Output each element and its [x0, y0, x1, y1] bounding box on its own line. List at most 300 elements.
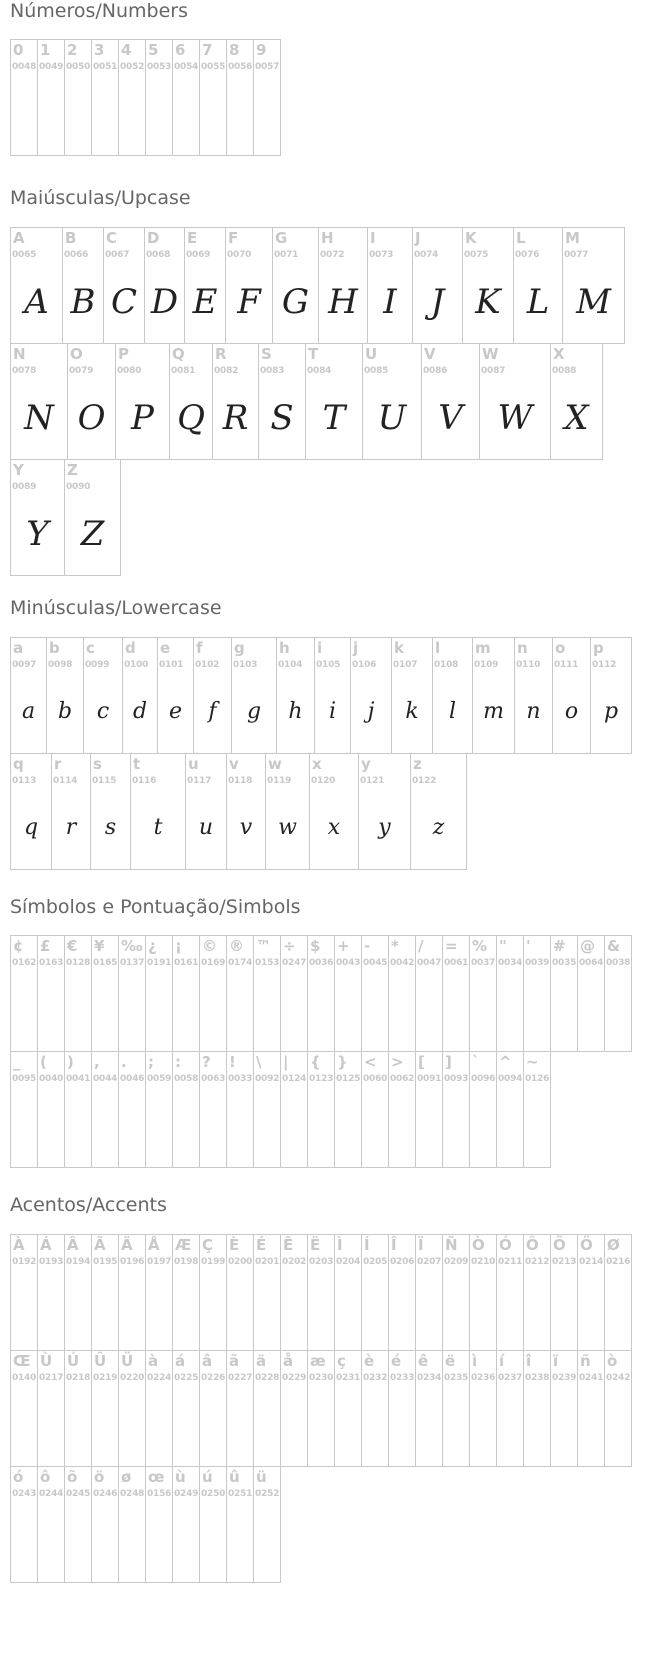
char-label: l	[435, 639, 441, 657]
char-label: n	[517, 639, 528, 657]
char-label: ö	[94, 1468, 105, 1486]
char-label: &	[607, 937, 621, 955]
section-title-accents: Acentos/Accents	[10, 1194, 167, 1216]
char-cell	[10, 935, 38, 1052]
char-cell	[469, 1051, 497, 1168]
char-code: 0116	[132, 776, 157, 786]
char-label: q	[13, 755, 24, 773]
char-label: ë	[445, 1352, 456, 1370]
char-cell	[226, 39, 254, 156]
char-label: ü	[256, 1468, 267, 1486]
char-code: 0239	[552, 1373, 577, 1383]
char-code: 0049	[39, 62, 64, 72]
char-code: 0094	[498, 1074, 523, 1084]
char-label: Z	[67, 461, 78, 479]
char-label: +	[337, 937, 350, 955]
char-cell	[309, 753, 359, 870]
char-label: o	[555, 639, 566, 657]
char-code: 0206	[390, 1257, 415, 1267]
char-label: u	[188, 755, 199, 773]
char-code: 0123	[309, 1074, 334, 1084]
char-cell	[496, 1350, 524, 1467]
char-label: ÷	[283, 937, 296, 955]
char-code: 0034	[498, 958, 523, 968]
char-cell	[172, 1051, 200, 1168]
char-label: D	[147, 229, 160, 247]
char-cell	[172, 1234, 200, 1351]
char-code: 0238	[525, 1373, 550, 1383]
char-cell	[421, 343, 480, 460]
char-cell	[314, 637, 351, 754]
glyph-sample: n	[526, 698, 541, 724]
char-label: Ò	[472, 1236, 485, 1254]
char-label: "	[499, 937, 507, 955]
glyph-sample: W	[497, 397, 533, 438]
char-cell	[550, 1350, 578, 1467]
char-code: 0137	[120, 958, 145, 968]
section-title-numbers: Números/Numbers	[10, 0, 188, 22]
char-label: Í	[364, 1236, 370, 1254]
char-cell	[280, 1350, 308, 1467]
char-cell	[91, 1051, 119, 1168]
char-cell	[415, 1234, 443, 1351]
char-code: 0251	[228, 1489, 253, 1499]
char-label: ®	[229, 937, 244, 955]
char-label: 1	[40, 41, 51, 59]
char-label: U	[365, 345, 378, 363]
char-cell	[550, 935, 578, 1052]
char-label: ò	[607, 1352, 618, 1370]
char-cell	[157, 637, 194, 754]
char-cell	[37, 1234, 65, 1351]
char-label: À	[13, 1236, 25, 1254]
char-code: 0156	[147, 1489, 172, 1499]
char-cell	[496, 935, 524, 1052]
char-code: 0086	[423, 366, 448, 376]
char-code: 0225	[174, 1373, 199, 1383]
char-code: 0128	[66, 958, 91, 968]
char-cell	[361, 935, 389, 1052]
char-cell	[577, 935, 605, 1052]
char-code: 0201	[255, 1257, 280, 1267]
char-label: Ê	[283, 1236, 294, 1254]
char-cell	[577, 1234, 605, 1351]
char-label: é	[391, 1352, 402, 1370]
char-code: 0099	[85, 660, 110, 670]
char-code: 0087	[481, 366, 506, 376]
section-title-lowercase: Minúsculas/Lowercase	[10, 597, 222, 619]
char-label: b	[49, 639, 60, 657]
char-label: Ì	[337, 1236, 343, 1254]
char-label: 4	[121, 41, 132, 59]
char-code: 0207	[417, 1257, 442, 1267]
char-code: 0196	[120, 1257, 145, 1267]
char-code: 0039	[525, 958, 550, 968]
glyph-sample: x	[327, 814, 341, 840]
char-label: Ä	[121, 1236, 133, 1254]
char-code: 0085	[364, 366, 389, 376]
char-code: 0079	[69, 366, 94, 376]
glyph-sample: y	[378, 814, 391, 840]
char-cell	[432, 637, 473, 754]
char-cell	[280, 1051, 308, 1168]
char-code: 0230	[309, 1373, 334, 1383]
char-code: 0198	[174, 1257, 199, 1267]
char-cell	[64, 459, 121, 576]
char-label: _	[13, 1053, 21, 1071]
glyph-sample: L	[526, 281, 550, 322]
char-label: !	[229, 1053, 236, 1071]
glyph-sample: g	[246, 698, 262, 724]
char-code: 0108	[434, 660, 459, 670]
char-code: 0037	[471, 958, 496, 968]
char-label: 8	[229, 41, 240, 59]
char-code: 0119	[267, 776, 292, 786]
char-cell	[226, 1234, 254, 1351]
char-label: <	[364, 1053, 377, 1071]
char-code: 0046	[120, 1074, 145, 1084]
char-code: 0072	[320, 250, 345, 260]
glyph-sample: w	[278, 814, 297, 840]
char-label: >	[391, 1053, 404, 1071]
char-cell	[469, 935, 497, 1052]
char-code: 0110	[516, 660, 541, 670]
char-cell	[83, 637, 123, 754]
char-cell	[199, 935, 227, 1052]
char-code: 0214	[579, 1257, 604, 1267]
char-code: 0041	[66, 1074, 91, 1084]
glyph-sample: k	[405, 698, 419, 724]
char-label: #	[553, 937, 566, 955]
char-code: 0071	[274, 250, 299, 260]
char-code: 0083	[260, 366, 285, 376]
glyph-sample: U	[377, 397, 407, 438]
char-code: 0165	[93, 958, 118, 968]
glyph-sample: m	[483, 698, 504, 724]
char-label: P	[118, 345, 129, 363]
char-label: ^	[499, 1053, 512, 1071]
char-label: V	[424, 345, 436, 363]
char-cell	[145, 1466, 173, 1583]
char-cell	[199, 39, 227, 156]
char-cell	[253, 1234, 281, 1351]
char-cell	[130, 753, 186, 870]
char-code: 0115	[92, 776, 117, 786]
char-label: Ç	[202, 1236, 214, 1254]
char-code: 0090	[66, 482, 91, 492]
char-code: 0064	[579, 958, 604, 968]
char-label: î	[526, 1352, 532, 1370]
char-code: 0043	[336, 958, 361, 968]
char-label: s	[93, 755, 102, 773]
char-cell	[272, 227, 319, 344]
char-cell	[469, 1234, 497, 1351]
char-label: Ú	[67, 1352, 80, 1370]
char-code: 0241	[579, 1373, 604, 1383]
char-cell	[469, 1350, 497, 1467]
char-code: 0191	[147, 958, 172, 968]
char-cell	[318, 227, 368, 344]
char-label: Æ	[175, 1236, 192, 1254]
char-code: 0038	[606, 958, 631, 968]
char-code: 0213	[552, 1257, 577, 1267]
char-cell	[199, 1051, 227, 1168]
char-cell	[442, 1234, 470, 1351]
char-label: @	[580, 937, 595, 955]
char-label: ¥	[94, 937, 105, 955]
char-cell	[562, 227, 625, 344]
char-cell	[307, 935, 335, 1052]
char-cell	[64, 935, 92, 1052]
char-code: 0161	[174, 958, 199, 968]
char-cell	[115, 343, 170, 460]
char-cell	[37, 1350, 65, 1467]
char-code: 0056	[228, 62, 253, 72]
char-cell	[10, 1466, 38, 1583]
char-code: 0218	[66, 1373, 91, 1383]
char-label: {	[310, 1053, 321, 1071]
char-code: 0098	[48, 660, 73, 670]
char-code: 0066	[64, 250, 89, 260]
char-label: Ó	[499, 1236, 512, 1254]
char-cell	[64, 1051, 92, 1168]
char-code: 0068	[146, 250, 171, 260]
char-code: 0121	[360, 776, 385, 786]
char-code: 0244	[39, 1489, 64, 1499]
char-label: c	[86, 639, 95, 657]
char-label: f	[196, 639, 203, 657]
char-label: ¢	[13, 937, 24, 955]
char-cell	[280, 1234, 308, 1351]
char-code: 0231	[336, 1373, 361, 1383]
char-label: O	[70, 345, 83, 363]
char-label: e	[160, 639, 171, 657]
char-grid-symbols	[10, 935, 650, 1167]
char-code: 0120	[311, 776, 336, 786]
char-code: 0055	[201, 62, 226, 72]
char-cell	[199, 1466, 227, 1583]
char-code: 0163	[39, 958, 64, 968]
char-label: É	[256, 1236, 267, 1254]
char-code: 0247	[282, 958, 307, 968]
char-cell	[523, 1350, 551, 1467]
char-cell	[361, 1234, 389, 1351]
glyph-sample: E	[192, 281, 218, 322]
char-code: 0246	[93, 1489, 118, 1499]
char-code: 0082	[214, 366, 239, 376]
char-label: N	[13, 345, 26, 363]
char-cell	[415, 1051, 443, 1168]
char-cell	[253, 1350, 281, 1467]
char-code: 0061	[444, 958, 469, 968]
char-cell	[37, 39, 65, 156]
char-code: 0212	[525, 1257, 550, 1267]
char-label: A	[13, 229, 25, 247]
char-label: ê	[418, 1352, 429, 1370]
char-cell	[46, 637, 84, 754]
char-code: 0065	[12, 250, 37, 260]
char-label: (	[40, 1053, 47, 1071]
char-cell	[362, 343, 422, 460]
char-code: 0101	[159, 660, 184, 670]
char-code: 0109	[474, 660, 499, 670]
char-label: z	[413, 755, 422, 773]
char-cell	[184, 227, 226, 344]
char-label: y	[361, 755, 371, 773]
glyph-sample: H	[328, 281, 358, 322]
char-code: 0070	[227, 250, 252, 260]
char-code: 0203	[309, 1257, 334, 1267]
char-cell	[37, 1466, 65, 1583]
char-code: 0077	[564, 250, 589, 260]
char-cell	[361, 1051, 389, 1168]
char-code: 0084	[307, 366, 332, 376]
char-code: 0205	[363, 1257, 388, 1267]
char-code: 0211	[498, 1257, 523, 1267]
char-code: 0057	[255, 62, 280, 72]
char-code: 0060	[363, 1074, 388, 1084]
char-cell	[226, 1051, 254, 1168]
char-code: 0100	[124, 660, 149, 670]
char-label: ç	[337, 1352, 346, 1370]
char-code: 0193	[39, 1257, 64, 1267]
char-label: í	[499, 1352, 505, 1370]
char-cell	[10, 1051, 38, 1168]
char-code: 0202	[282, 1257, 307, 1267]
glyph-sample: B	[70, 281, 96, 322]
char-cell	[118, 1466, 146, 1583]
char-label: E	[187, 229, 198, 247]
glyph-sample: p	[603, 698, 619, 724]
char-label: '	[526, 937, 531, 955]
char-label: 3	[94, 41, 105, 59]
char-code: 0105	[316, 660, 341, 670]
char-cell	[145, 1350, 173, 1467]
char-label: ©	[202, 937, 217, 955]
char-cell	[37, 935, 65, 1052]
char-label: h	[279, 639, 290, 657]
glyph-sample: X	[564, 397, 589, 438]
glyph-sample: Q	[177, 397, 205, 438]
char-code: 0091	[417, 1074, 442, 1084]
glyph-sample: I	[383, 281, 397, 322]
char-label: û	[229, 1468, 240, 1486]
char-label: ™	[256, 937, 271, 955]
char-label: X	[553, 345, 565, 363]
char-cell	[334, 1350, 362, 1467]
char-cell	[37, 1051, 65, 1168]
char-code: 0126	[525, 1074, 550, 1084]
char-code: 0242	[606, 1373, 631, 1383]
char-label: õ	[67, 1468, 78, 1486]
glyph-sample: Y	[26, 513, 49, 554]
char-code: 0229	[282, 1373, 307, 1383]
char-label: ,	[94, 1053, 100, 1071]
char-label: ?	[202, 1053, 211, 1071]
char-label: }	[337, 1053, 348, 1071]
char-cell	[334, 935, 362, 1052]
glyph-sample: J	[430, 281, 445, 322]
char-label: ¿	[148, 937, 157, 955]
char-code: 0153	[255, 958, 280, 968]
glyph-sample: u	[198, 814, 214, 840]
char-code: 0174	[228, 958, 253, 968]
char-cell	[410, 753, 467, 870]
char-cell	[253, 1466, 281, 1583]
char-code: 0047	[417, 958, 442, 968]
char-cell	[103, 227, 145, 344]
char-label: a	[13, 639, 24, 657]
char-code: 0226	[201, 1373, 226, 1383]
char-label: K	[465, 229, 477, 247]
char-cell	[10, 637, 47, 754]
char-code: 0249	[174, 1489, 199, 1499]
char-label: ñ	[580, 1352, 591, 1370]
char-label: I	[370, 229, 376, 247]
char-label: w	[268, 755, 282, 773]
char-cell	[265, 753, 310, 870]
char-label: Á	[40, 1236, 52, 1254]
char-cell	[472, 637, 515, 754]
char-cell	[479, 343, 551, 460]
char-code: 0054	[174, 62, 199, 72]
glyph-sample: j	[367, 698, 375, 724]
char-cell	[231, 637, 277, 754]
char-label: Õ	[553, 1236, 566, 1254]
section-title-symbols: Símbolos e Pontuação/Simbols	[10, 896, 301, 918]
char-cell	[91, 1350, 119, 1467]
char-code: 0096	[471, 1074, 496, 1084]
char-label: ù	[175, 1468, 186, 1486]
char-code: 0045	[363, 958, 388, 968]
char-cell	[358, 753, 411, 870]
char-cell	[334, 1051, 362, 1168]
char-label: Å	[148, 1236, 160, 1254]
glyph-sample: R	[222, 397, 249, 438]
char-label: à	[148, 1352, 159, 1370]
char-label: r	[54, 755, 62, 773]
char-cell	[10, 1234, 38, 1351]
char-cell	[172, 1466, 200, 1583]
char-code: 0227	[228, 1373, 253, 1383]
glyph-sample: N	[24, 397, 54, 438]
char-code: 0063	[201, 1074, 226, 1084]
char-label: F	[228, 229, 239, 247]
char-cell	[514, 637, 553, 754]
glyph-sample: Z	[80, 513, 105, 554]
char-label: T	[308, 345, 319, 363]
char-code: 0097	[12, 660, 37, 670]
char-label: ø	[121, 1468, 132, 1486]
char-label: `	[472, 1053, 480, 1071]
char-cell	[253, 935, 281, 1052]
char-cell	[10, 1350, 38, 1467]
char-label: ú	[202, 1468, 213, 1486]
char-label: ã	[229, 1352, 240, 1370]
char-cell	[62, 227, 104, 344]
glyph-sample: v	[239, 814, 253, 840]
char-cell	[172, 1350, 200, 1467]
char-cell	[118, 1051, 146, 1168]
char-cell	[442, 935, 470, 1052]
char-cell	[212, 343, 259, 460]
char-code: 0073	[369, 250, 394, 260]
char-cell	[10, 227, 63, 344]
char-grid-upcase	[10, 227, 650, 575]
char-code: 0204	[336, 1257, 361, 1267]
char-label: â	[202, 1352, 213, 1370]
char-label: Ø	[607, 1236, 620, 1254]
